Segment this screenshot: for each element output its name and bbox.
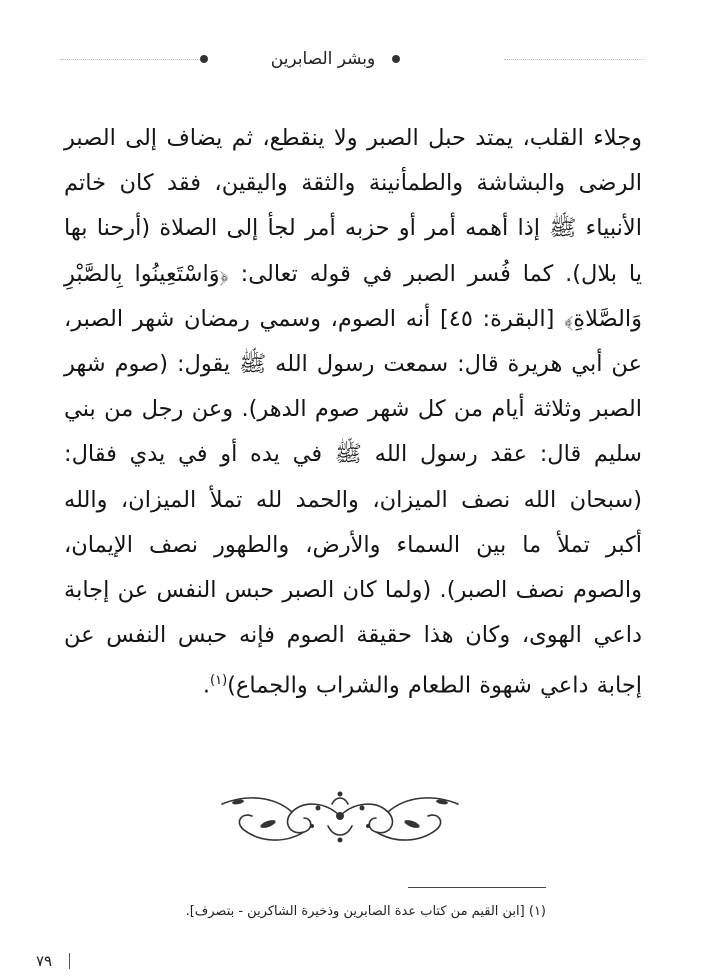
running-header: [60, 44, 644, 74]
page-number-bar: [69, 953, 70, 969]
paragraph-end-mark: .: [202, 672, 210, 699]
running-title: وبشر الصابرين: [270, 49, 376, 69]
footnote: (١) [ابن القيم من كتاب عدة الصابرين وذخيرة الشاكرين - بتصرف].: [185, 904, 546, 919]
footnote-marker: (١): [210, 673, 228, 689]
main-paragraph: [64, 116, 642, 709]
page-number: ٧٩: [36, 952, 53, 970]
footnote-separator: [408, 887, 546, 888]
header-left-dotted-rule: [60, 59, 200, 60]
header-right-bullet-icon: [392, 55, 400, 63]
decorative-ornament-icon: [208, 782, 472, 852]
header-right-dotted-rule: [504, 59, 644, 60]
header-left-bullet-icon: [200, 55, 208, 63]
paragraph-text: وجلاء القلب، يمتد حبل الصبر ولا ينقطع، ثم يضاف إلى الصبر الرضى والبشاشة والطمأنينة والثقة واليقين، فقد كان خاتم الأنبياء ﷺ إذا أهمه أمر أو حزبه أمر لجأ إلى الصلاة (أرحنا بها يا بلال). كما فُسر الصبر في قوله تعالى: ﴿وَاسْتَعِينُوا بِالصَّبْرِ وَالصَّلاةِ﴾ [البقرة: ٤٥] أنه الصوم، وسمي رمضان شهر الصبر، عن أبي هريرة قال: سمعت رسول الله ﷺ يقول: (صوم شهر الصبر وثلاثة أيام من كل شهر صوم الدهر). وعن رجل من بني سليم قال: عقد رسول الله ﷺ في يده أو في يدي فقال: (سبحان الله نصف الميزان، والحمد لله تملأ الميزان، والله أكبر تملأ ما بين السماء والأرض، والطهور نصف الإيمان، والصوم نصف الصبر). (ولما كان الصبر حبس النفس عن إجابة داعي الهوى، وكان هذا حقيقة الصوم فإنه حبس النفس عن إجابة داعي شهوة الطعام والشراب والجماع): [64, 125, 643, 699]
page-number-block: [36, 950, 76, 972]
